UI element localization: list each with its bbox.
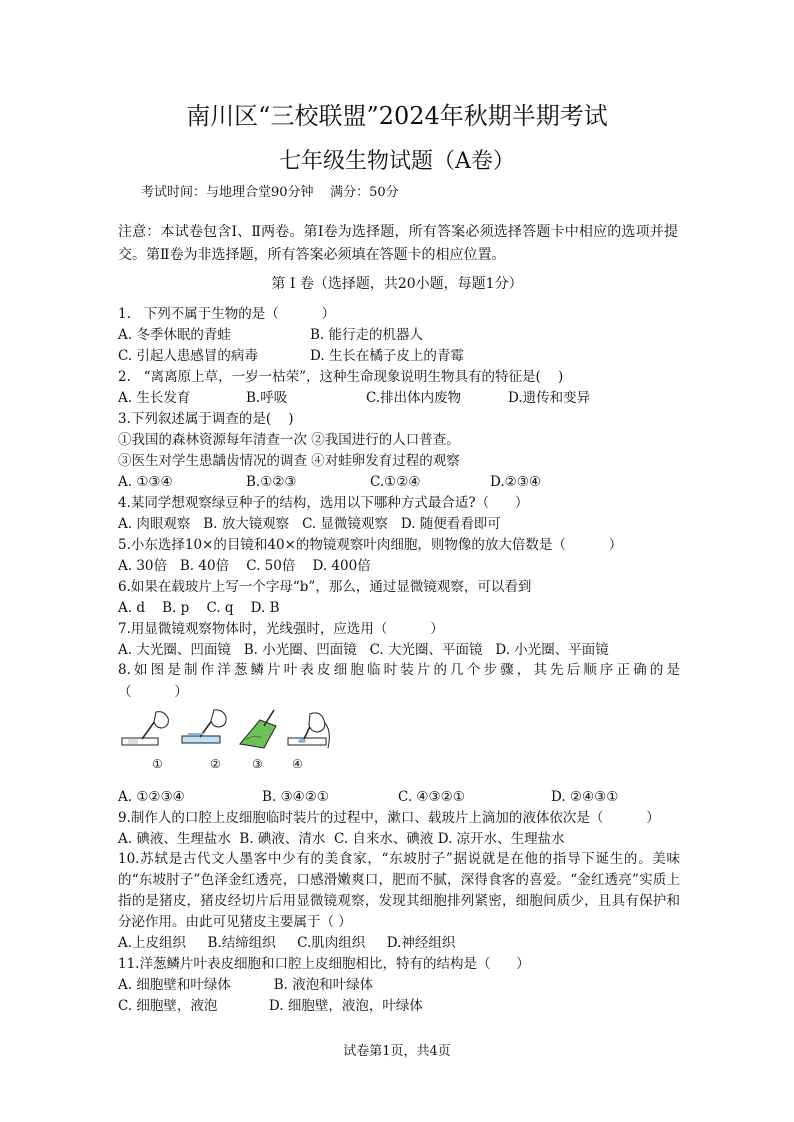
q3-item-line-2: ③医生对学生患龋齿情况的调查 ④对蛙卵发育过程的观察 (118, 453, 460, 469)
q3-option-d: D.②③④ (490, 474, 541, 490)
q6-stem: 6.如果在载玻片上写一个字母“b”，那么，通过显微镜观察，可以看到 (118, 579, 532, 595)
q7-stem: 7.用显微镜观察物体时，光线强时，应选用（ ） (118, 621, 444, 637)
q2-option-c: C.排出体内废物 (366, 390, 462, 406)
exam-notice: 注意：本试卷包含Ⅰ、Ⅱ两卷。第Ⅰ卷为选择题，所有答案必须选择答题卡中相应的选项并提交。第Ⅱ卷为非选择题，所有答案必须填在答题卡的相应位置。 (118, 224, 678, 263)
q8-figure-label-1: ① (152, 757, 163, 771)
q2-option-b: B.呼吸 (246, 390, 288, 406)
q1-option-c: C. 引起人患感冒的病毒 (118, 348, 258, 364)
q8-option-d: D. ②④③① (551, 789, 619, 805)
slide-step-3-icon (240, 710, 276, 748)
q1-option-d: D. 生长在橘子皮上的青霉 (310, 348, 464, 364)
q1-stem: 1. 下列不属于生物的是（ ） (118, 306, 336, 322)
q8-figure-label-2: ② (210, 757, 221, 771)
q8-blank: （ ） (118, 684, 188, 700)
q10-options: A.上皮组织 B.结缔组织 C.肌肉组织 D.神经组织 (118, 935, 456, 951)
q2-option-d: D.遗传和变异 (508, 390, 591, 406)
q1-option-b: B. 能行走的机器人 (310, 327, 424, 343)
q4-options: A. 肉眼观察 B. 放大镜观察 C. 显微镜观察 D. 随便看看即可 (118, 516, 501, 532)
q2-stem: 2. “离离原上草，一岁一枯荣”，这种生命现象说明生物具有的特征是( ) (118, 369, 564, 385)
q11-options-line-1: A. 细胞壁和叶绿体 B. 液泡和叶绿体 (118, 977, 374, 993)
q4-stem: 4.某同学想观察绿豆种子的结构，选用以下哪种方式最合适?（ ） (118, 495, 529, 511)
q3-item-line-1: ①我国的森林资源每年清查一次 ②我国进行的人口普查。 (118, 432, 460, 448)
q8-figure-label-4: ④ (292, 757, 303, 771)
section-title: 第 Ⅰ 卷（选择题，共20小题，每题1分） (271, 276, 523, 292)
q8-stem: 8.如图是制作洋葱鳞片叶表皮细胞临时装片的几个步骤，其先后顺序正确的是 (118, 662, 680, 678)
page-footer: 试卷第1页，共4页 (343, 1044, 451, 1059)
q3-option-b: B.①②③ (246, 474, 297, 490)
q8-option-b: B. ③④②① (262, 789, 329, 805)
exam-info: 考试时间：与地理合堂90分钟 满分：50分 (141, 185, 399, 200)
exam-title: 南川区“三校联盟”2024年秋期半期考试 (186, 102, 608, 130)
q3-stem: 3.下列叙述属于调查的是( ) (118, 411, 294, 427)
q3-option-c: C.①②④ (370, 474, 421, 490)
slide-step-1-icon (122, 712, 168, 745)
q2-option-a: A. 生长发育 (118, 390, 191, 406)
q7-options: A. 大光圈、凹面镜 B. 小光圈、凹面镜 C. 大光圈、平面镜 D. 小光圈、平面镜 (118, 642, 609, 658)
q3-option-a: A. ①③④ (118, 474, 173, 490)
q5-options: A. 30倍 B. 40倍 C. 50倍 D. 400倍 (118, 558, 371, 574)
exam-subtitle: 七年级生物试题（A卷） (279, 149, 515, 174)
q1-option-a: A. 冬季休眠的青蛙 (118, 327, 231, 343)
q5-stem: 5.小东选择10×的目镜和40×的物镜观察叶肉细胞，则物像的放大倍数是（ ） (118, 537, 623, 553)
q6-options: A. d B. p C. q D. B (118, 600, 280, 616)
q8-option-c: C. ④③②① (398, 789, 465, 805)
q11-options-line-2: C. 细胞壁，液泡 D. 细胞壁，液泡，叶绿体 (118, 998, 423, 1014)
q8-option-a: A. ①②③④ (118, 789, 185, 805)
q10-stem: 10.苏轼是古代文人墨客中少有的美食家，“东坡肘子”据说就是在他的指导下诞生的。美味的“东坡肘子”色泽金红透亮，口感滑嫩爽口，肥而不腻，深得食客的喜爱。“金红透亮”实质上指的是猪皮，猪皮经切片后用显微镜观察，发现其细胞排列紧密，细胞间质少，且具有保护和分泌作用。由此可见猪皮主要属于（ ） (118, 851, 680, 930)
q9-stem: 9.制作人的口腔上皮细胞临时装片的过程中，漱口、载玻片上滴加的液体依次是（ ） (118, 810, 660, 826)
slide-step-4-icon (288, 713, 329, 748)
slide-step-2-icon (182, 710, 226, 743)
q9-options: A. 碘液、生理盐水 B. 碘液、清水 C. 自来水、碘液 D. 凉开水、生理盐水 (118, 831, 565, 847)
q11-stem: 11.洋葱鳞片叶表皮细胞和口腔上皮细胞相比，特有的结构是（ ） (118, 956, 530, 972)
q8-figure-label-3: ③ (252, 757, 263, 771)
